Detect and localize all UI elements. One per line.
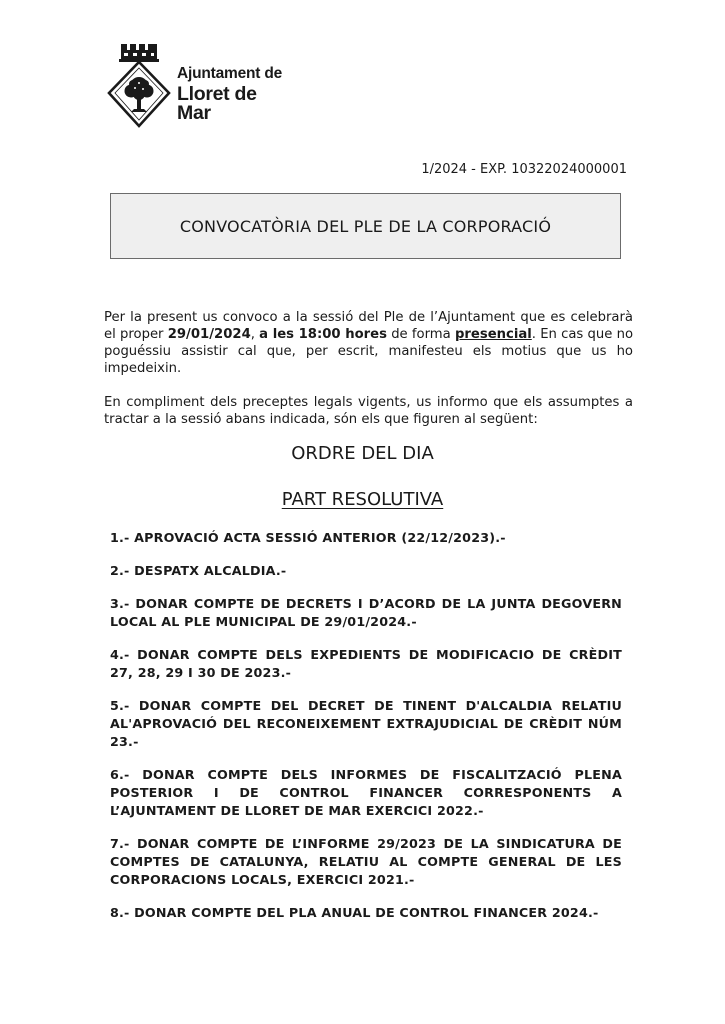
agenda-item: 4.- DONAR COMPTE DELS EXPEDIENTS DE MODIFICACIO DE CRÈDIT 27, 28, 29 I 30 DE 2023.- xyxy=(110,647,622,680)
agenda-list xyxy=(110,529,622,922)
agenda-heading: ORDRE DEL DIA xyxy=(291,443,434,464)
session-date: 29/01/2024 xyxy=(167,327,251,342)
session-time: a les 18:00 hores xyxy=(259,327,387,342)
org-name-line1: Ajuntament de xyxy=(177,65,283,82)
agenda-item: 8.- DONAR COMPTE DEL PLA ANUAL DE CONTROL FINANCER 2024.- xyxy=(110,905,599,920)
intro-text-2: , xyxy=(250,327,260,342)
section-heading: PART RESOLUTIVA xyxy=(281,489,444,510)
expedient-number: 1/2024 - EXP. 10322024000001 xyxy=(421,162,627,177)
compliance-paragraph: En compliment dels preceptes legals vigents, us informo que els assumptes a tractar a la sessió abans indicada, són els que figuren al següent: xyxy=(104,395,633,427)
document-title-box xyxy=(110,193,621,259)
session-mode: presencial xyxy=(454,327,532,342)
org-name-line2: Lloret de Mar xyxy=(177,82,257,124)
intro-text-4: . En cas que no poguéssiu assistir cal que, per escrit, manifesteu els motius que us ho impedeixin. xyxy=(104,327,634,376)
intro-text-1: Per la present us convoco a la sessió del Ple de l’Ajuntament que es celebrarà el proper xyxy=(104,310,633,342)
agenda-item: 7.- DONAR COMPTE DE L’INFORME 29/2023 DE LA SINDICATURA DE COMPTES DE CATALUNYA, RELATIU AL COMPTE GENERAL DE LES CORPORACIONS LOCALS, EXERCICI 2021.- xyxy=(110,836,622,887)
agenda-item: 5.- DONAR COMPTE DEL DECRET DE TINENT D'ALCALDIA RELATIU AL'APROVACIÓ DEL RECONEIXEMENT EXTRAJUDICIAL DE CRÈDIT NÚM 23.- xyxy=(110,698,622,749)
municipal-logo xyxy=(107,42,285,128)
agenda-item: 6.- DONAR COMPTE DELS INFORMES DE FISCALITZACIÓ PLENA POSTERIOR I DE CONTROL FINANCER CORRESPONENTS A L’AJUNTAMENT DE LLORET DE MAR EXERCICI 2022.- xyxy=(110,767,622,818)
intro-text-3: de forma xyxy=(386,327,455,342)
document-title: CONVOCATÒRIA DEL PLE DE LA CORPORACIÓ xyxy=(179,216,552,236)
agenda-item: 2.- DESPATX ALCALDIA.- xyxy=(110,563,287,578)
municipality-name xyxy=(177,66,285,124)
intro-paragraph xyxy=(104,309,633,377)
agenda-item: 1.- APROVACIÓ ACTA SESSIÓ ANTERIOR (22/12/2023).- xyxy=(110,530,506,545)
agenda-item: 3.- DONAR COMPTE DE DECRETS I D’ACORD DE LA JUNTA DEGOVERN LOCAL AL PLE MUNICIPAL DE 29/01/2024.- xyxy=(110,596,622,629)
municipal-coat-of-arms-tree-icon xyxy=(107,42,171,128)
